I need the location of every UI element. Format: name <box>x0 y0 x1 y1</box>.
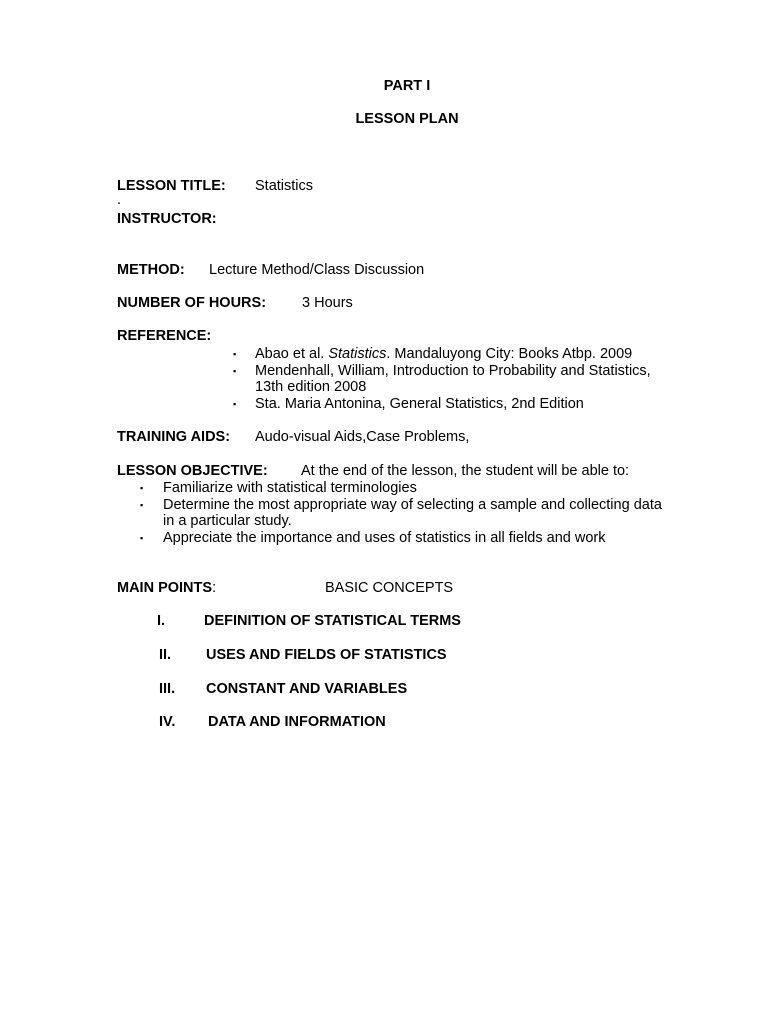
objective-item-2-line-1: Determine the most appropriate way of selecting a sample and collecting data <box>163 497 662 513</box>
main-point-text: DATA AND INFORMATION <box>208 714 386 730</box>
main-point-text: USES AND FIELDS OF STATISTICS <box>206 647 447 663</box>
lesson-title-value: Statistics <box>255 178 314 194</box>
main-point-number: IV. <box>159 714 176 730</box>
objective-bullet: ▪ <box>140 533 144 543</box>
part-heading: PART I <box>383 78 431 94</box>
training-aids-label: TRAINING AIDS: <box>117 429 231 445</box>
reference-bullet: ▪ <box>233 349 237 359</box>
lesson-title-label: LESSON TITLE: <box>117 178 226 194</box>
reference-item-1-publisher: . Mandaluyong City: Books Atbp. 2009 <box>386 346 633 362</box>
objective-intro: At the end of the lesson, the student will be able to: <box>301 463 630 479</box>
objective-bullet: ▪ <box>140 483 144 493</box>
instructor-label: INSTRUCTOR: <box>117 211 217 227</box>
reference-item-1-book-title: Statistics <box>328 346 387 362</box>
main-point-number: I. <box>157 613 166 629</box>
objective-item-1: Familiarize with statistical terminologies <box>163 480 417 496</box>
main-points-colon: : <box>212 580 217 596</box>
reference-item-2-line-2: 13th edition 2008 <box>255 379 367 395</box>
reference-item-2-line-1: Mendenhall, William, Introduction to Probability and Statistics, <box>255 363 651 379</box>
objective-label: LESSON OBJECTIVE: <box>117 463 268 479</box>
hours-label: NUMBER OF HOURS: <box>117 295 267 311</box>
main-points-label-text: MAIN POINTS <box>117 580 213 596</box>
method-label: METHOD: <box>117 262 185 278</box>
objective-bullet: ▪ <box>140 500 144 510</box>
objective-item-2-line-2: in a particular study. <box>163 513 292 529</box>
reference-bullet: ▪ <box>233 399 237 409</box>
main-point-number: III. <box>159 681 176 697</box>
main-point-text: CONSTANT AND VARIABLES <box>206 681 408 697</box>
method-value: Lecture Method/Class Discussion <box>209 262 425 278</box>
main-points-value: BASIC CONCEPTS <box>325 580 454 596</box>
objective-item-3: Appreciate the importance and uses of statistics in all fields and work <box>163 530 606 546</box>
main-point-number: II. <box>159 647 172 663</box>
hours-value: 3 Hours <box>302 295 353 311</box>
reference-label: REFERENCE: <box>117 328 212 344</box>
main-point-text: DEFINITION OF STATISTICAL TERMS <box>204 613 461 629</box>
page-title: LESSON PLAN <box>355 111 459 127</box>
reference-bullet: ▪ <box>233 366 237 376</box>
reference-item-1 <box>255 346 632 362</box>
stray-period: . <box>117 192 122 208</box>
reference-item-3: Sta. Maria Antonina, General Statistics, 2nd Edition <box>255 396 584 412</box>
reference-item-1-authors: Abao et al. <box>255 346 329 362</box>
main-points-label <box>117 580 216 596</box>
training-aids-value: Audo-visual Aids,Case Problems, <box>255 429 470 445</box>
